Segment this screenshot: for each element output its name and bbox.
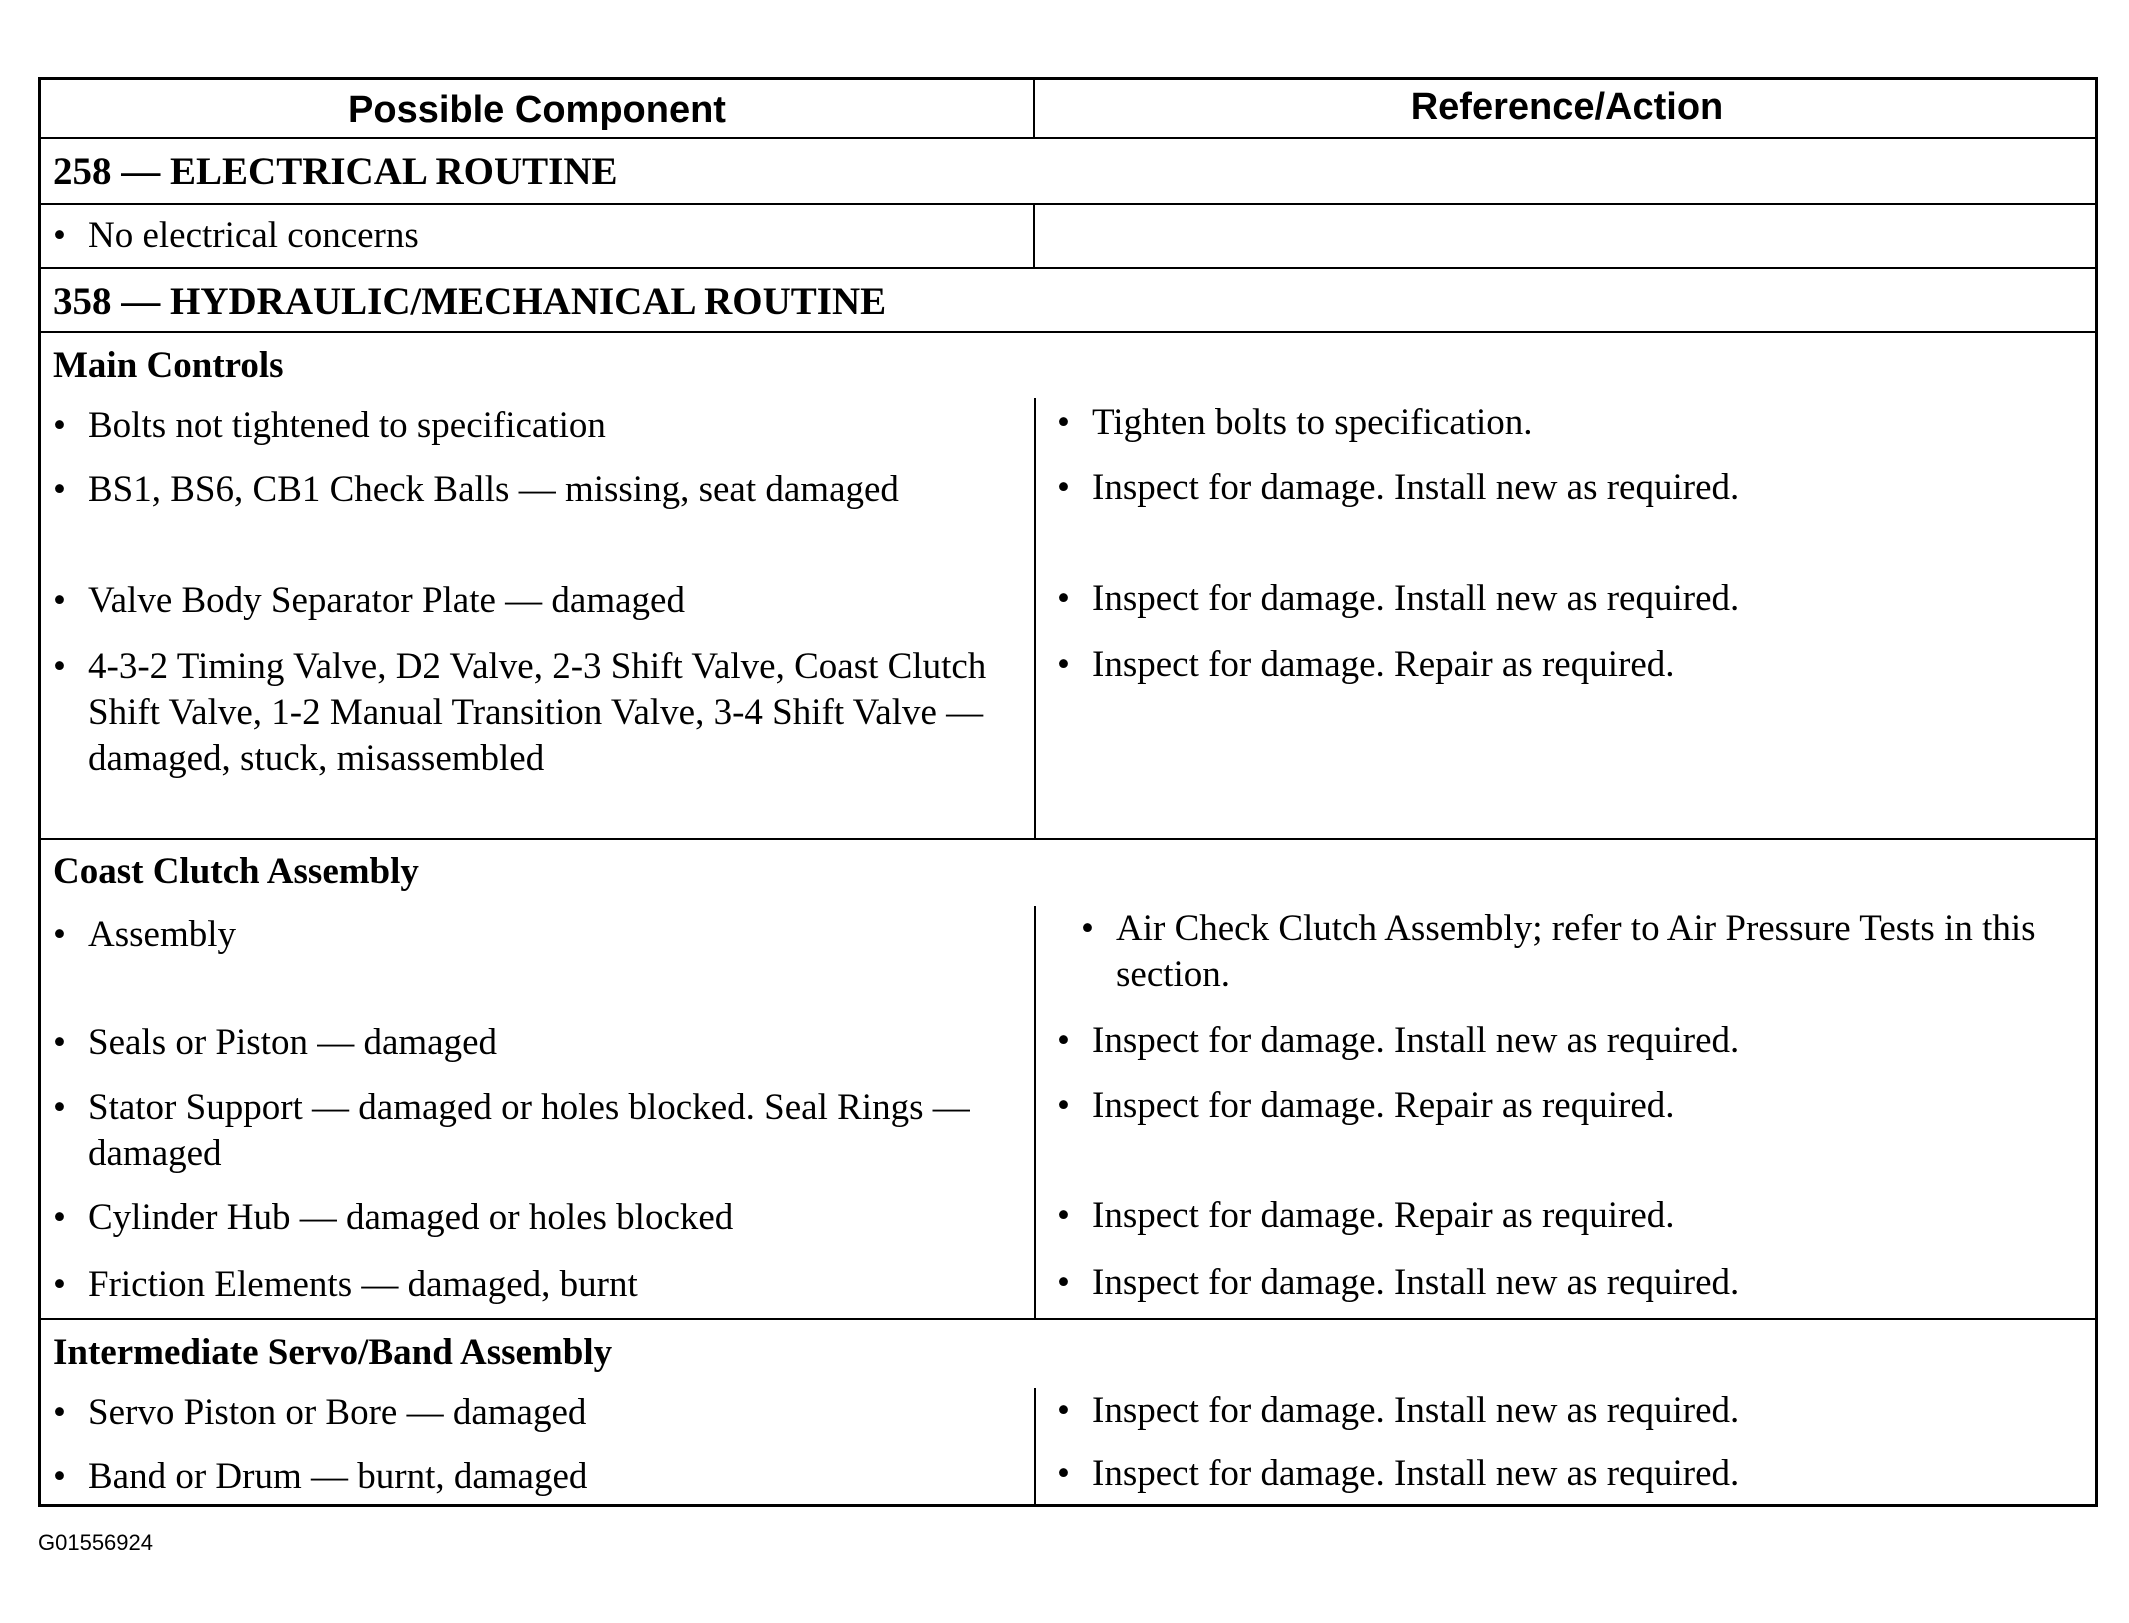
action-text: Tighten bolts to specification.: [1092, 402, 1533, 443]
list-item: [1057, 1260, 2087, 1306]
bullet: •: [1057, 402, 1070, 443]
action-text: Inspect for damage. Repair as required.: [1092, 644, 1675, 685]
column-divider: [1034, 398, 1036, 838]
component-text: Seals or Piston — damaged: [88, 1022, 498, 1063]
list-item: [53, 403, 1003, 449]
rule: [41, 203, 2095, 205]
component-text: Servo Piston or Bore — damaged: [88, 1392, 587, 1433]
bullet: •: [1081, 908, 1094, 949]
bullet: •: [53, 1087, 66, 1128]
bullet: •: [53, 1197, 66, 1238]
section-title-electrical: 258 — ELECTRICAL ROUTINE: [53, 150, 618, 193]
bullet: •: [1057, 1085, 1070, 1126]
bullet: •: [1057, 1020, 1070, 1061]
list-item: [1057, 1388, 2087, 1434]
diagnosis-table: [38, 77, 2098, 1507]
component-text: Bolts not tightened to specification: [88, 405, 606, 446]
list-item: [53, 467, 1003, 513]
group-title-coast-clutch: Coast Clutch Assembly: [53, 851, 419, 892]
list-item: [53, 912, 1003, 958]
rule: [41, 267, 2095, 269]
group-title-intermediate-servo: Intermediate Servo/Band Assembly: [53, 1332, 613, 1373]
bullet: •: [1057, 1262, 1070, 1303]
component-text: Cylinder Hub — damaged or holes blocked: [88, 1197, 734, 1238]
list-item: [1057, 400, 2087, 446]
column-header-reference-action: Reference/Action: [1410, 86, 1724, 128]
column-header-possible-component: Possible Component: [348, 89, 726, 131]
list-item: [53, 1020, 1003, 1066]
rule: [41, 331, 2095, 333]
group-title-main-controls: Main Controls: [53, 345, 284, 386]
list-item: [1057, 642, 2087, 688]
bullet: •: [53, 914, 66, 955]
list-item: [53, 644, 1003, 782]
bullet: •: [1057, 644, 1070, 685]
bullet: •: [1057, 1195, 1070, 1236]
component-text: BS1, BS6, CB1 Check Balls — missing, seat damaged: [88, 469, 899, 510]
list-item: [1057, 1451, 2087, 1497]
component-text: Stator Support — damaged or holes blocked. Seal Rings — damaged: [88, 1087, 970, 1174]
list-item: [53, 1262, 1003, 1308]
bullet: •: [53, 1022, 66, 1063]
list-item: [53, 1454, 1003, 1500]
column-divider: [1033, 203, 1035, 267]
bullet: •: [53, 1392, 66, 1433]
section-title-hydraulic: 358 — HYDRAULIC/MECHANICAL ROUTINE: [53, 280, 887, 323]
action-text: Inspect for damage. Repair as required.: [1092, 1195, 1675, 1236]
bullet: •: [53, 1264, 66, 1305]
header-divider: [1033, 80, 1035, 137]
bullet: •: [1057, 578, 1070, 619]
list-item: [1081, 906, 2091, 998]
rule: [41, 1318, 2095, 1320]
bullet: •: [53, 215, 66, 256]
list-item: [1057, 1083, 2087, 1129]
bullet: •: [1057, 1390, 1070, 1431]
component-text: No electrical concerns: [88, 215, 419, 256]
list-item: [53, 213, 1003, 259]
rule: [41, 838, 2095, 840]
component-text: Assembly: [88, 914, 236, 955]
action-text: Inspect for damage. Repair as required.: [1092, 1085, 1675, 1126]
list-item: [53, 1390, 1003, 1436]
bullet: •: [53, 580, 66, 621]
list-item: [1057, 1193, 2087, 1239]
bullet: •: [53, 405, 66, 446]
bullet: •: [1057, 467, 1070, 508]
column-divider: [1034, 906, 1036, 1318]
column-divider: [1034, 1388, 1036, 1507]
component-text: Band or Drum — burnt, damaged: [88, 1456, 588, 1497]
action-text: Inspect for damage. Install new as required.: [1092, 1020, 1740, 1061]
bullet: •: [1057, 1453, 1070, 1494]
list-item: [1057, 576, 2087, 622]
action-text: Air Check Clutch Assembly; refer to Air Pressure Tests in this section.: [1116, 908, 2036, 995]
list-item: [53, 1085, 1003, 1177]
component-text: Valve Body Separator Plate — damaged: [88, 580, 685, 621]
list-item: [53, 1195, 1003, 1241]
action-text: Inspect for damage. Install new as required.: [1092, 1262, 1740, 1303]
header-bottom-rule: [41, 137, 2095, 139]
bullet: •: [53, 1456, 66, 1497]
bullet: •: [53, 469, 66, 510]
list-item: [53, 578, 1003, 624]
list-item: [1057, 1018, 2087, 1064]
figure-id: G01556924: [38, 1530, 153, 1555]
action-text: Inspect for damage. Install new as required.: [1092, 578, 1740, 619]
action-text: Inspect for damage. Install new as required.: [1092, 1390, 1740, 1431]
action-text: Inspect for damage. Install new as required.: [1092, 467, 1740, 508]
list-item: [1057, 465, 2087, 511]
component-text: 4-3-2 Timing Valve, D2 Valve, 2-3 Shift Valve, Coast Clutch Shift Valve, 1-2 Manual Transition Valve, 3-4 Shift Valve — damaged, stuck, misassembled: [88, 646, 987, 779]
bullet: •: [53, 646, 66, 687]
component-text: Friction Elements — damaged, burnt: [88, 1264, 638, 1305]
action-text: Inspect for damage. Install new as required.: [1092, 1453, 1740, 1494]
